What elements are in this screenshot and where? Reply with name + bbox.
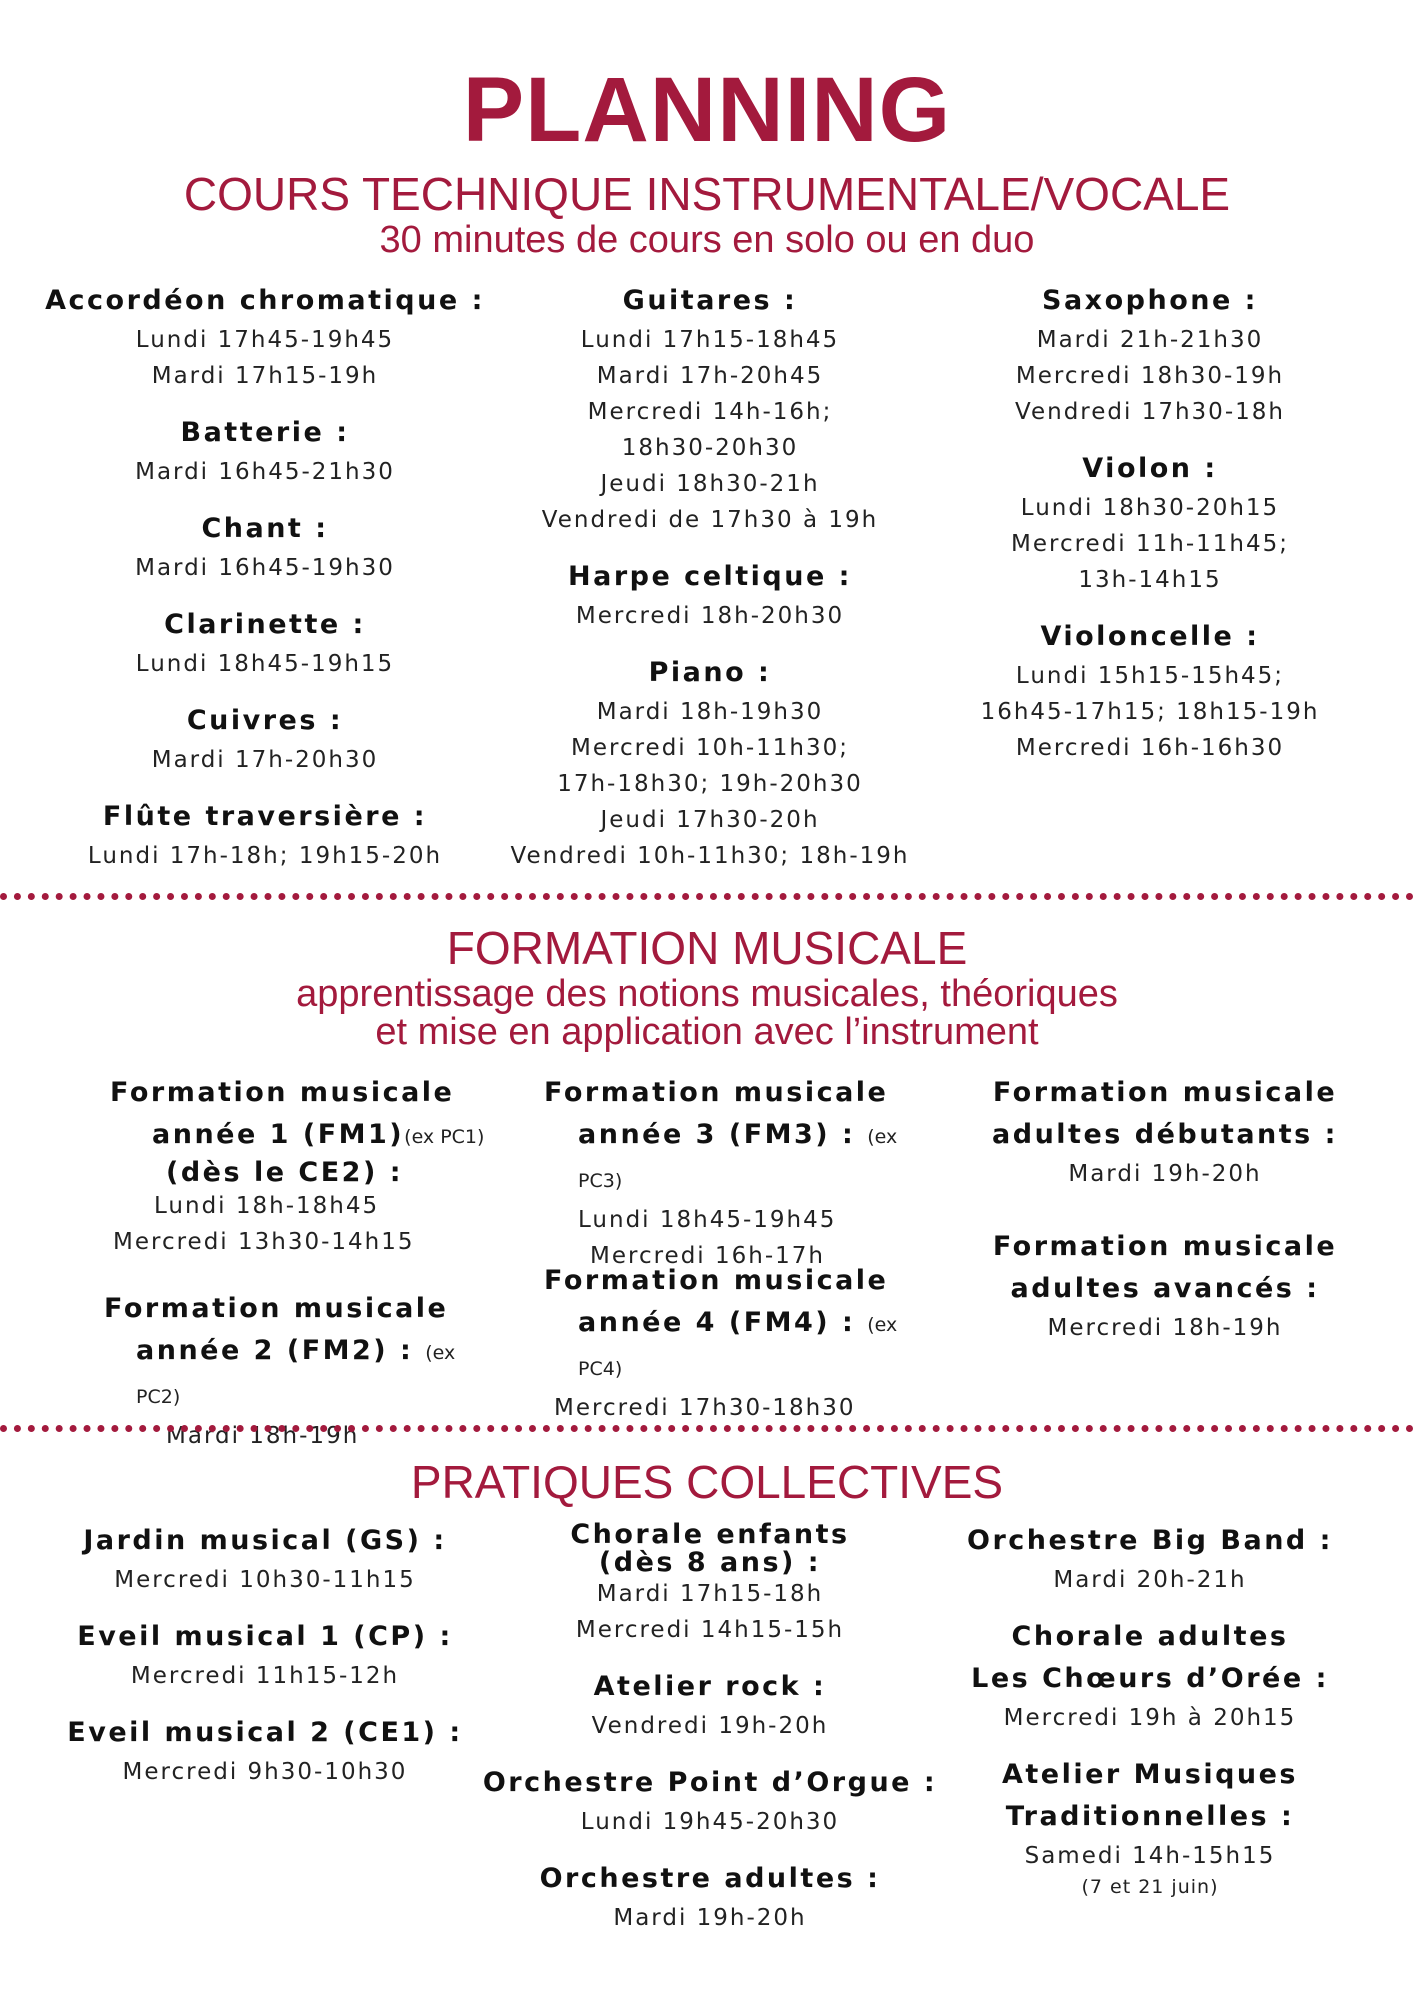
- schedule-line: Lundi 18h45-19h45: [578, 1207, 837, 1233]
- schedule-line: Mardi 20h-21h: [1053, 1567, 1247, 1593]
- pratiques-column-3: [930, 1520, 1370, 1900]
- course-note: (ex PC1): [404, 1126, 485, 1148]
- section-divider: [0, 893, 1414, 900]
- pratiques-column-1: [40, 1520, 490, 1790]
- course-name: (dès le CE2) :: [166, 1157, 403, 1188]
- instrument-name: Batterie :: [180, 417, 350, 448]
- activity-chorale-enfants: [480, 1520, 940, 1648]
- instrument-name: Piano :: [648, 657, 772, 688]
- course-name: Formation musicale: [544, 1077, 889, 1108]
- activity-name: Atelier rock :: [593, 1671, 827, 1702]
- instrument-name: Violon :: [1082, 453, 1218, 484]
- schedule-line: Mercredi 13h30-14h15: [113, 1229, 415, 1255]
- schedule-note: (7 et 21 juin): [1081, 1876, 1219, 1898]
- schedule-line: Mardi 16h45-19h30: [135, 555, 395, 581]
- schedule-line: Mercredi 10h30-11h15: [114, 1567, 416, 1593]
- schedule-line: Mercredi 16h-17h: [590, 1243, 825, 1269]
- schedule-line: Lundi 17h15-18h45: [580, 327, 840, 353]
- course-name: année 1 (FM1): [152, 1119, 405, 1150]
- activity-point-orgue: [480, 1762, 940, 1840]
- schedule-line: Mardi 18h-19h30: [596, 699, 824, 725]
- schedule-line: Mardi 17h-20h30: [151, 747, 379, 773]
- instrument-name: Harpe celtique :: [568, 561, 852, 592]
- instrument-batterie: [40, 412, 490, 490]
- activity-name: Atelier Musiques: [1002, 1759, 1298, 1790]
- schedule-line: Lundi 15h15-15h45;: [1015, 663, 1285, 689]
- schedule-line: 17h-18h30; 19h-20h30: [557, 771, 863, 797]
- schedule-line: Mardi 16h45-21h30: [135, 459, 395, 485]
- instrument-guitares: [480, 280, 940, 538]
- schedule-line: Jeudi 17h30-20h: [600, 807, 820, 833]
- fm4-block: [520, 1260, 940, 1426]
- course-note: (ex PC2): [136, 1342, 456, 1408]
- instrument-harpe: [480, 556, 940, 634]
- schedule-line: Lundi 17h45-19h45: [135, 327, 395, 353]
- instrument-chant: [40, 508, 490, 586]
- schedule-line: 13h-14h15: [1078, 567, 1222, 593]
- course-name: adultes avancés :: [1010, 1273, 1320, 1304]
- schedule-line: Mardi 21h-21h30: [1036, 327, 1264, 353]
- section-subtitle-line2: et mise en application avec l’instrument: [375, 1011, 1039, 1053]
- schedule-line: Mercredi 11h-11h45;: [1011, 531, 1289, 557]
- instrument-saxophone: [930, 280, 1370, 430]
- activity-name: Traditionnelles :: [1005, 1801, 1295, 1832]
- section-subtitle-cours: 30 minutes de cours en solo ou en duo: [379, 219, 1035, 261]
- activity-name: Eveil musical 2 (CE1) :: [67, 1717, 463, 1748]
- course-name: Formation musicale: [544, 1265, 889, 1296]
- adult-beginners-block: [960, 1072, 1370, 1192]
- schedule-line: Lundi 19h45-20h30: [580, 1809, 840, 1835]
- course-name: Formation musicale: [110, 1077, 455, 1108]
- schedule-line: Mercredi 18h30-19h: [1015, 363, 1285, 389]
- schedule-line: Mercredi 11h15-12h: [130, 1663, 400, 1689]
- schedule-line: Vendredi 17h30-18h: [1015, 399, 1285, 425]
- instrument-accordeon: [40, 280, 490, 394]
- schedule-line: Mercredi 14h15-15h: [575, 1617, 845, 1643]
- adult-advanced-block: [960, 1226, 1370, 1346]
- instruments-column-3: [930, 280, 1370, 766]
- course-name: année 4 (FM4) :: [578, 1307, 856, 1338]
- instrument-name: Saxophone :: [1042, 285, 1258, 316]
- schedule-line: Mercredi 9h30-10h30: [122, 1759, 408, 1785]
- instruments-column-1: [40, 280, 490, 874]
- course-name: année 3 (FM3) :: [578, 1119, 856, 1150]
- instrument-piano: [480, 652, 940, 874]
- course-name: Formation musicale: [104, 1293, 449, 1324]
- section-title-formation: FORMATION MUSICALE: [446, 922, 968, 974]
- activity-name: Jardin musical (GS) :: [83, 1525, 447, 1556]
- section-title-cours: COURS TECHNIQUE INSTRUMENTALE/VOCALE: [183, 168, 1231, 220]
- schedule-line: Mardi 19h-20h: [613, 1905, 807, 1931]
- schedule-line: Vendredi de 17h30 à 19h: [541, 507, 879, 533]
- course-note: (ex PC3): [578, 1126, 898, 1192]
- schedule-line: Mardi 18h-19h: [166, 1423, 360, 1449]
- course-name: Formation musicale: [992, 1231, 1338, 1262]
- instrument-name: Chant :: [201, 513, 329, 544]
- schedule-line: Vendredi 10h-11h30; 18h-19h: [510, 843, 910, 869]
- fm1-block: [80, 1072, 500, 1260]
- activity-eveil-1: [40, 1616, 490, 1694]
- instrument-name: Clarinette :: [164, 609, 366, 640]
- schedule-line: Mardi 19h-20h: [1068, 1161, 1262, 1187]
- schedule-line: 18h30-20h30: [621, 435, 799, 461]
- schedule-line: Mardi 17h-20h45: [596, 363, 824, 389]
- activity-name: Orchestre Point d’Orgue :: [482, 1767, 938, 1798]
- instrument-name: Guitares :: [622, 285, 798, 316]
- schedule-line: Mardi 17h15-19h: [151, 363, 379, 389]
- instrument-name: Accordéon chromatique :: [45, 285, 485, 316]
- schedule-line: Mercredi 10h-11h30;: [571, 735, 849, 761]
- schedule-line: Mercredi 14h-16h;: [587, 399, 833, 425]
- course-name: Formation musicale: [992, 1077, 1338, 1108]
- pratiques-column-2: [480, 1520, 940, 1936]
- activity-musiques-trad: [930, 1754, 1370, 1900]
- instrument-name: Violoncelle :: [1040, 621, 1260, 652]
- schedule-line: Mercredi 18h-19h: [1047, 1315, 1283, 1341]
- section-divider: [0, 1425, 1414, 1432]
- section-title-pratiques: PRATIQUES COLLECTIVES: [410, 1456, 1004, 1508]
- schedule-line: Mardi 17h15-18h: [596, 1581, 824, 1607]
- activity-name: Eveil musical 1 (CP) :: [77, 1621, 453, 1652]
- instrument-cuivres: [40, 700, 490, 778]
- section-subtitle-line1: apprentissage des notions musicales, théoriques: [296, 973, 1118, 1015]
- activity-orchestre-adultes: [480, 1858, 940, 1936]
- instrument-violoncelle: [930, 616, 1370, 766]
- schedule-line: Lundi 18h45-19h15: [135, 651, 395, 677]
- course-name: année 2 (FM2) :: [136, 1335, 414, 1366]
- instrument-name: Flûte traversière :: [102, 801, 428, 832]
- activity-name: Orchestre adultes :: [539, 1863, 881, 1894]
- activity-chorale-adultes: [930, 1616, 1370, 1736]
- course-name: adultes débutants :: [992, 1119, 1338, 1150]
- activity-name: (dès 8 ans) :: [598, 1547, 822, 1578]
- schedule-line: Vendredi 19h-20h: [591, 1713, 829, 1739]
- schedule-line: Mercredi 16h-16h30: [1015, 735, 1285, 761]
- instrument-clarinette: [40, 604, 490, 682]
- activity-jardin: [40, 1520, 490, 1598]
- instrument-flute: [40, 796, 490, 874]
- schedule-line: Mercredi 19h à 20h15: [1003, 1705, 1297, 1731]
- activity-big-band: [930, 1520, 1370, 1598]
- activity-eveil-2: [40, 1712, 490, 1790]
- instrument-violon: [930, 448, 1370, 598]
- instrument-name: Cuivres :: [186, 705, 344, 736]
- activity-name: Orchestre Big Band :: [967, 1525, 1333, 1556]
- schedule-line: Lundi 18h30-20h15: [1020, 495, 1280, 521]
- schedule-line: Lundi 18h-18h45: [154, 1193, 380, 1219]
- schedule-line: Lundi 17h-18h; 19h15-20h: [87, 843, 443, 869]
- activity-name: Chorale enfants: [570, 1519, 850, 1550]
- schedule-line: Mercredi 18h-20h30: [575, 603, 845, 629]
- schedule-line: 16h45-17h15; 18h15-19h: [980, 699, 1320, 725]
- schedule-line: Mercredi 17h30-18h30: [554, 1395, 856, 1421]
- fm3-block: [520, 1072, 940, 1274]
- activity-name: Les Chœurs d’Orée :: [971, 1663, 1329, 1694]
- schedule-line: Samedi 14h-15h15: [1024, 1843, 1276, 1869]
- course-note: (ex PC4): [578, 1314, 898, 1380]
- page-title: PLANNING: [462, 59, 952, 161]
- schedule-line: Jeudi 18h30-21h: [600, 471, 820, 497]
- instruments-column-2: [480, 280, 940, 874]
- activity-name: Chorale adultes: [1011, 1621, 1289, 1652]
- activity-atelier-rock: [480, 1666, 940, 1744]
